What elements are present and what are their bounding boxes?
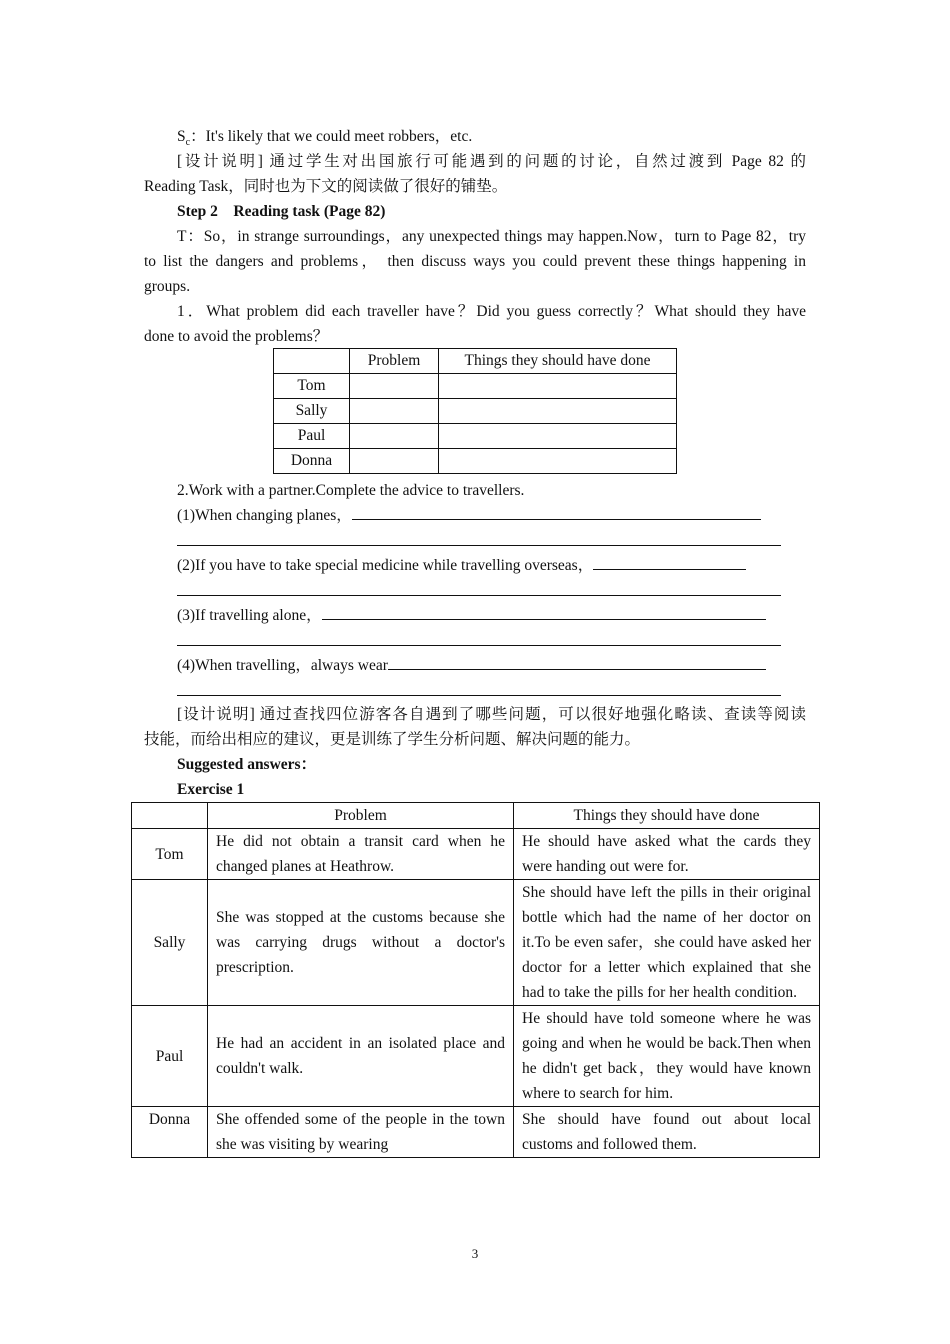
fill-in-blank-line[interactable] xyxy=(177,545,781,546)
question1-line-2: done to avoid the problems？ xyxy=(144,328,329,345)
suggested-answers-heading: Suggested answers： xyxy=(177,756,317,773)
problem-cell: She offended some of the people in the town she was visiting by wearing xyxy=(208,1107,514,1158)
header-cell: Problem xyxy=(350,349,439,374)
header-cell xyxy=(274,349,350,374)
sc-line: $S_c$：It's likely that we could meet robbers，etc. xyxy=(177,128,473,149)
fill-in-blank[interactable] xyxy=(322,603,766,620)
table-header-row xyxy=(274,349,677,374)
advice-cell: She should have found out about local customs and followed them. xyxy=(514,1107,820,1158)
header-cell: Things they should have done xyxy=(514,803,820,829)
teacher-line-2: to list the dangers and problems， then discuss ways you could prevent these things happening in xyxy=(144,253,806,270)
row-name: Tom xyxy=(274,374,350,399)
table-row xyxy=(274,449,677,474)
fill-in-blank[interactable] xyxy=(388,653,766,670)
design-note-1-line-1: [设计说明] 通过学生对出国旅行可能遇到的问题的讨论，自然过渡到 Page 82 的 xyxy=(177,153,806,170)
advice-cell: She should have left the pills in their original bottle which had the name of her doctor on it.To be even safer，she could have asked her doctor for a letter which explained that she had to take the pills for her health condition. xyxy=(514,880,820,1006)
header-cell: Things they should have done xyxy=(439,349,677,374)
blank-cell[interactable] xyxy=(439,374,677,399)
blank-cell[interactable] xyxy=(439,399,677,424)
blank-cell[interactable] xyxy=(350,449,439,474)
blank-answer-table xyxy=(273,348,677,474)
fill-in-blank[interactable] xyxy=(593,553,746,570)
exercise1-heading: Exercise 1 xyxy=(177,781,245,798)
teacher-line-1: T：So，in strange surroundings，any unexpected things may happen.Now，turn to Page 82，try xyxy=(177,228,806,245)
row-name: Sally xyxy=(274,399,350,424)
blank-cell[interactable] xyxy=(350,374,439,399)
fill-in-blank-line[interactable] xyxy=(177,595,781,596)
table-row xyxy=(132,829,820,880)
problem-cell: She was stopped at the customs because she was carrying drugs without a doctor's prescription. xyxy=(208,880,514,1006)
fill-in-blank[interactable] xyxy=(352,503,761,520)
problem-cell: He did not obtain a transit card when he changed planes at Heathrow. xyxy=(208,829,514,880)
table-row xyxy=(132,1107,820,1158)
blank-cell[interactable] xyxy=(439,424,677,449)
header-cell xyxy=(132,803,208,829)
advice-cell: He should have asked what the cards they were handing out were for. xyxy=(514,829,820,880)
advice-4: (4)When travelling，always wear xyxy=(177,653,806,678)
table-row xyxy=(132,1006,820,1107)
fill-in-blank-line[interactable] xyxy=(177,645,781,646)
traveller-name: Donna xyxy=(132,1107,208,1158)
question2-instruction: 2.Work with a partner.Complete the advice to travellers. xyxy=(177,482,525,499)
blank-cell[interactable] xyxy=(350,399,439,424)
blank-cell[interactable] xyxy=(439,449,677,474)
design-note-2-line-2: 技能，而给出相应的建议，更是训练了学生分析问题、解决问题的能力。 xyxy=(144,731,641,748)
advice-cell: He should have told someone where he was going and when he would be back.Then when he didn't get back，they would have known where to search for him. xyxy=(514,1006,820,1107)
question1-line-1: 1．What problem did each traveller have？Did you guess correctly？What should they have xyxy=(177,303,806,320)
advice-3: (3)If travelling alone， xyxy=(177,603,806,628)
table-row xyxy=(274,424,677,449)
advice-1: (1)When changing planes， xyxy=(177,503,806,528)
design-note-1-line-2: Reading Task，同时也为下文的阅读做了很好的铺垫。 xyxy=(144,178,508,195)
teacher-line-3: groups. xyxy=(144,278,191,295)
traveller-name: Sally xyxy=(132,880,208,1006)
table-row xyxy=(132,880,820,1006)
traveller-name: Paul xyxy=(132,1006,208,1107)
design-note-2-line-1: [设计说明] 通过查找四位游客各自遇到了哪些问题，可以很好地强化略读、查读等阅读 xyxy=(177,706,806,723)
answer-table xyxy=(131,802,820,1158)
table-header-row xyxy=(132,803,820,829)
page-number: 3 xyxy=(471,1246,479,1261)
step2-heading: Step 2 Reading task (Page 82) xyxy=(177,203,386,220)
problem-cell: He had an accident in an isolated place and couldn't walk. xyxy=(208,1006,514,1107)
blank-cell[interactable] xyxy=(350,424,439,449)
advice-2: (2)If you have to take special medicine while travelling overseas， xyxy=(177,553,806,578)
header-cell: Problem xyxy=(208,803,514,829)
traveller-name: Tom xyxy=(132,829,208,880)
table-row xyxy=(274,399,677,424)
fill-in-blank-line[interactable] xyxy=(177,695,781,696)
row-name: Donna xyxy=(274,449,350,474)
table-row xyxy=(274,374,677,399)
row-name: Paul xyxy=(274,424,350,449)
